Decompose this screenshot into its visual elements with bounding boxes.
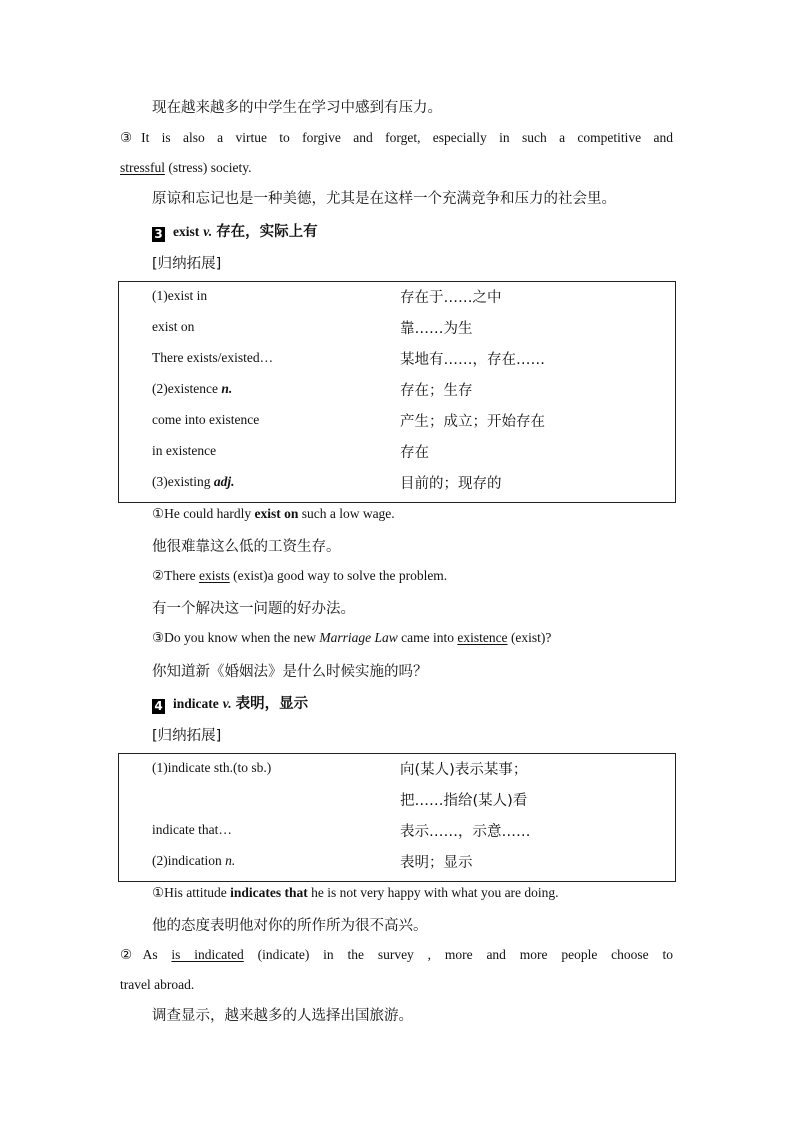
s3-example-1: ①He could hardly exist on such a low wage. xyxy=(152,506,395,521)
intro-example-3-cont: stressful (stress) society. xyxy=(120,160,252,175)
headword: exist xyxy=(173,224,200,239)
headword: indicate xyxy=(173,696,219,711)
answer-blank: is indicated xyxy=(171,947,244,962)
section-3-expand-header: [归纳拓展] xyxy=(152,256,222,272)
s3-example-3: ③Do you know when the new Marriage Law came into existence (exist)? xyxy=(152,630,552,645)
table-row-en: in existence xyxy=(152,443,217,458)
table-row-en: (2)existence n. xyxy=(152,381,233,396)
section-3-heading xyxy=(152,220,318,242)
table-row-zh: 存在；生存 xyxy=(400,383,473,399)
table-row-zh: 把……指给(某人)看 xyxy=(400,793,528,809)
section-4-heading xyxy=(152,692,308,714)
section-4-expand-header: [归纳拓展] xyxy=(152,728,222,744)
table-row-zh: 目前的；现存的 xyxy=(400,476,502,492)
table-row-en: (3)existing adj. xyxy=(152,474,235,489)
section-4-table xyxy=(118,753,676,882)
answer-blank: exists xyxy=(198,568,230,583)
table-row-zh: 表明；显示 xyxy=(400,855,473,871)
table-row-en: There exists/existed… xyxy=(152,350,274,365)
part-of-speech: v. xyxy=(203,224,213,239)
table-row-zh: 表示……，示意…… xyxy=(400,824,531,840)
s4-example-1: ①His attitude indicates that he is not very happy with what you are doing. xyxy=(152,885,559,900)
table-row-en: (2)indication n. xyxy=(152,853,236,868)
table-row-en: (1)exist in xyxy=(152,288,208,303)
table-row-zh: 存在于……之中 xyxy=(400,290,502,306)
table-row-en: (1)indicate sth.(to sb.) xyxy=(152,760,272,775)
table-row-zh: 靠……为生 xyxy=(400,321,473,337)
intro-example-3: ③It is also a virtue to forgive and forget, especially in such a competitive and xyxy=(120,130,673,145)
s4-example-2-cont: travel abroad. xyxy=(120,977,195,992)
answer-blank: existence xyxy=(457,630,508,645)
s4-example-2-zh: 调查显示，越来越多的人选择出国旅游。 xyxy=(152,1008,413,1024)
headword-meaning: 表明，显示 xyxy=(235,696,309,712)
s3-example-1-zh: 他很难靠这么低的工资生存。 xyxy=(152,539,341,555)
s3-example-2: ②There exists (exist)a good way to solve the problem. xyxy=(152,568,448,583)
section-number-badge: 4 xyxy=(152,699,165,714)
table-row-en: indicate that… xyxy=(152,822,232,837)
s4-example-2: ②As is indicated (indicate) in the survey , more and more people choose to xyxy=(120,947,674,962)
intro-line-1: 现在越来越多的中学生在学习中感到有压力。 xyxy=(152,100,442,116)
s3-example-3-zh: 你知道新《婚姻法》是什么时候实施的吗？ xyxy=(152,664,428,680)
section-3-table xyxy=(118,281,676,503)
table-row-en: exist on xyxy=(152,319,195,334)
table-row-zh: 某地有……，存在…… xyxy=(400,352,545,368)
s3-example-2-zh: 有一个解决这一问题的好办法。 xyxy=(152,601,355,617)
headword-meaning: 存在，实际上有 xyxy=(216,224,318,240)
section-number-badge: 3 xyxy=(152,227,165,242)
s4-example-1-zh: 他的态度表明他对你的所作所为很不高兴。 xyxy=(152,918,428,934)
table-row-en: come into existence xyxy=(152,412,260,427)
intro-example-3-zh: 原谅和忘记也是一种美德，尤其是在这样一个充满竞争和压力的社会里。 xyxy=(152,191,616,207)
table-row-zh: 存在 xyxy=(400,445,429,461)
answer-blank: stressful xyxy=(120,160,165,175)
part-of-speech: v. xyxy=(222,696,232,711)
table-row-zh: 产生；成立；开始存在 xyxy=(400,414,545,430)
table-row-zh: 向(某人)表示某事； xyxy=(400,762,528,778)
